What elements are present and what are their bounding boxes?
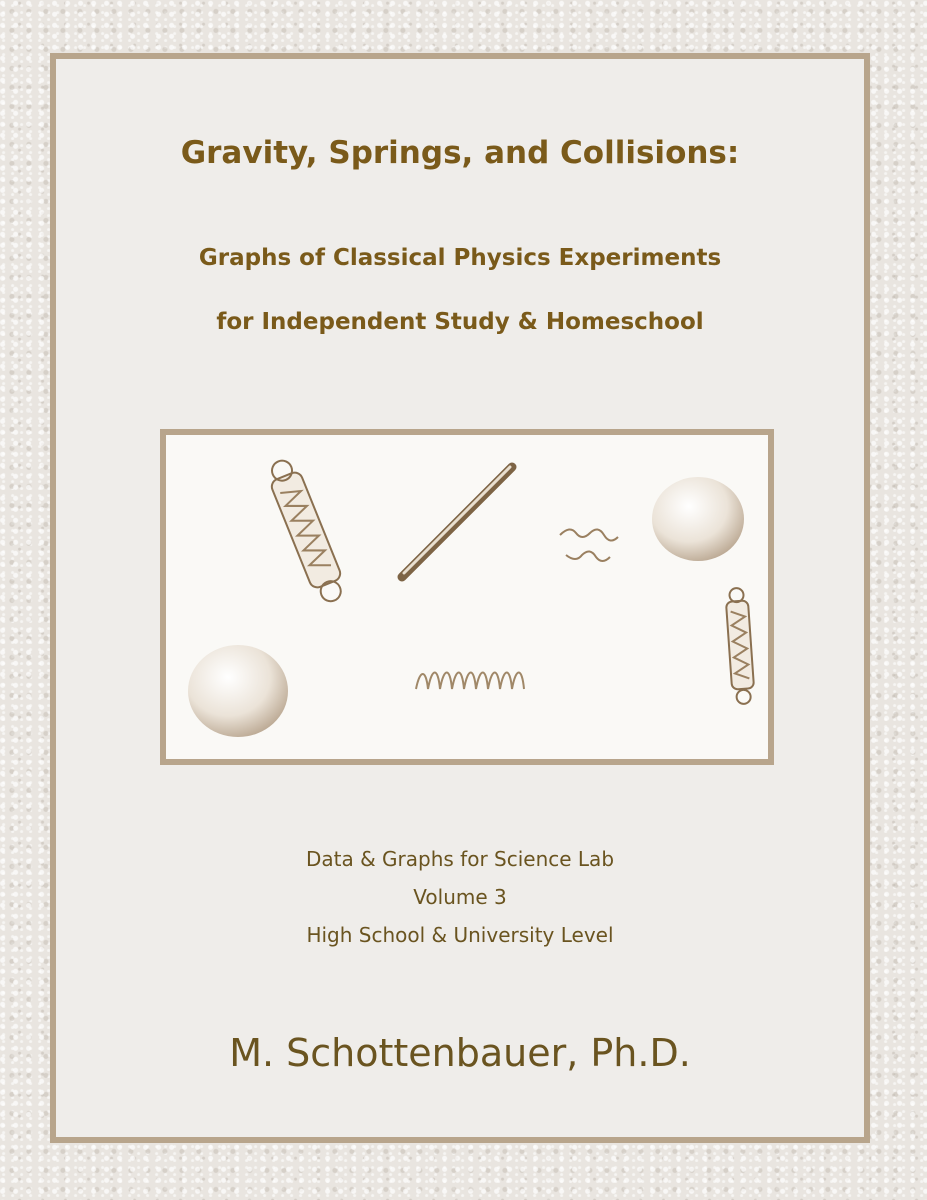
ball-icon <box>652 477 744 561</box>
physics-objects-sketch <box>166 435 768 759</box>
spring-tube-icon <box>263 455 349 606</box>
education-level: High School & University Level <box>306 923 614 947</box>
book-title: Gravity, Springs, and Collisions: <box>180 135 740 171</box>
cover-illustration <box>160 429 774 765</box>
book-subtitle-line-2: for Independent Study & Homeschool <box>216 309 704 335</box>
rod-icon <box>402 467 512 577</box>
author-name: M. Schottenbauer, Ph.D. <box>229 1031 691 1075</box>
book-subtitle-line-1: Graphs of Classical Physics Experiments <box>198 245 722 271</box>
cover-panel <box>50 53 870 1143</box>
small-spring-icon <box>560 529 618 561</box>
volume-number: Volume 3 <box>413 885 507 909</box>
series-name: Data & Graphs for Science Lab <box>305 847 615 871</box>
ball-icon <box>188 645 288 737</box>
coiled-spring-icon <box>416 673 524 690</box>
spring-tube-icon <box>725 587 755 704</box>
